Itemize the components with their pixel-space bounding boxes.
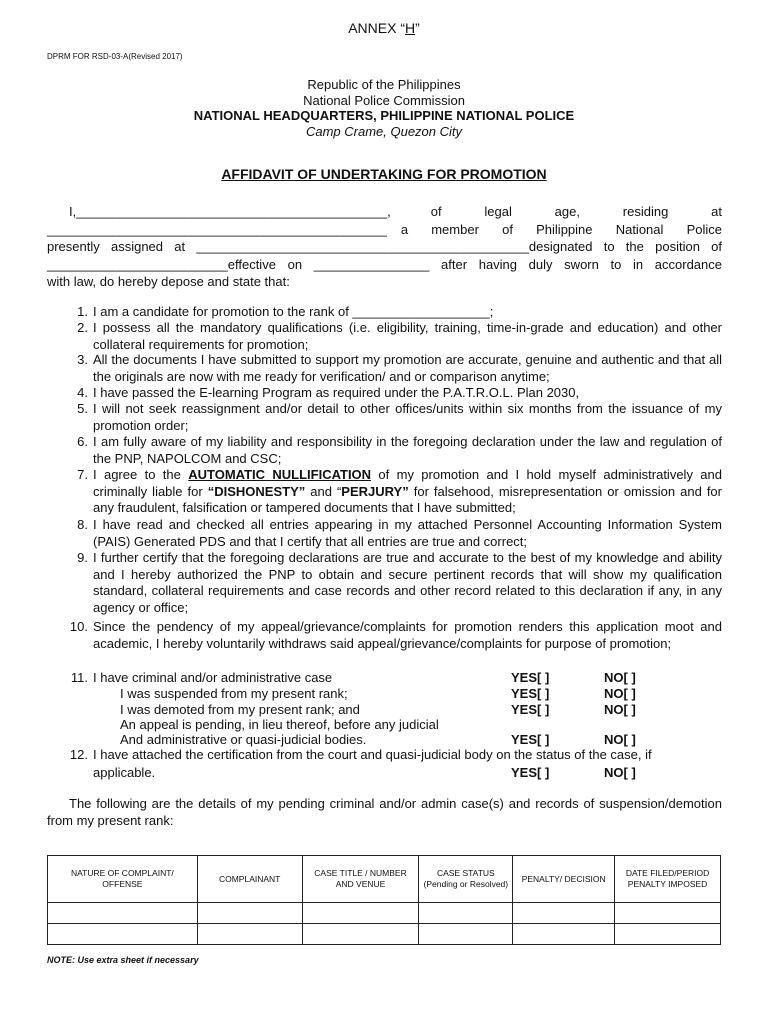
header-napolcom: National Police Commission <box>303 93 465 108</box>
col-nature-of-complaint: NATURE OF COMPLAINT/ OFFENSE <box>48 856 198 903</box>
item-1: I am a candidate for promotion to the rank of ___________________; <box>93 304 494 319</box>
residence-blank: _______________________________________________ <box>47 222 387 237</box>
table-cell[interactable] <box>513 924 615 945</box>
intro-line-1 <box>47 203 722 220</box>
dishonesty-text: “DISHONESTY” <box>207 483 306 499</box>
table-cell[interactable] <box>48 924 198 945</box>
item-12-cont: applicable. <box>93 765 156 780</box>
annex-letter: H <box>405 20 416 36</box>
intro-line-3: presently assigned at ______________________________________________designated to the position of <box>47 239 722 254</box>
name-blank: I,___________________________________________, <box>69 204 391 219</box>
item-6: I am fully aware of my liability and responsibility in the foregoing declaration under the law and regulation of the PNP, NAPOLCOM and CSC; <box>93 434 722 466</box>
table-header-row <box>48 856 721 903</box>
annex-suffix: ” <box>415 20 420 36</box>
form-number: DPRM FOR RSD-03-A(Revised 2017) <box>47 52 183 61</box>
item-number: 4. <box>77 385 88 400</box>
annex-heading <box>0 20 768 36</box>
item-11-appeal-cont: And administrative or quasi-judicial bodies. <box>120 732 367 747</box>
item-2: I possess all the mandatory qualifications (i.e. eligibility, training, time-in-grade and education) and other collateral requirements for promotion; <box>93 320 722 352</box>
intro-age-residence: of legal age, residing at <box>430 204 722 219</box>
item-number: 1. <box>77 304 88 319</box>
item-number: 9. <box>77 550 88 565</box>
item-8: I have read and checked all entries appearing in my attached Personnel Accounting Information System (PAIS) Generated PDS and that I certify that all entries are true and correct; <box>93 517 722 549</box>
table-cell[interactable] <box>302 924 419 945</box>
item-10: Since the pendency of my appeal/grievance/complaints for promotion renders this application moot and academic, I hereby voluntarily withdraws said appeal/grievance/complaints for purpose of promotion; <box>93 619 722 651</box>
table-row <box>48 903 721 924</box>
item-12: I have attached the certification from the court and quasi-judicial body on the status of the case, if <box>93 747 652 762</box>
item-number: 12. <box>69 747 88 762</box>
perjury-text: PERJURY” <box>341 483 409 499</box>
item-number: 2. <box>77 320 88 335</box>
col-case-status: CASE STATUS (Pending or Resolved) <box>419 856 513 903</box>
extra-sheet-note: NOTE: Use extra sheet if necessary <box>47 955 199 965</box>
table-cell[interactable] <box>615 924 721 945</box>
yes-checkbox[interactable]: YES[ ] <box>511 686 550 701</box>
intro-line-5: with law, do hereby depose and state that: <box>47 274 290 289</box>
intro-line-2 <box>47 221 722 238</box>
item-7-text: and “ <box>305 483 342 499</box>
yes-checkbox[interactable]: YES[ ] <box>511 765 550 780</box>
item-number: 6. <box>77 434 88 449</box>
item-7-text: for falsehood, misrepresentation or omission and for any fraudulent, falsification or tampered documents that I have submitted; <box>93 483 722 515</box>
yes-checkbox[interactable]: YES[ ] <box>511 670 550 685</box>
header-republic: Republic of the Philippines <box>307 77 461 92</box>
item-7-text: I agree to the <box>93 467 189 482</box>
col-penalty-decision: PENALTY/ DECISION <box>513 856 615 903</box>
item-7 <box>93 467 722 517</box>
no-checkbox[interactable]: NO[ ] <box>604 686 636 701</box>
item-4: I have passed the E-learning Program as required under the P.A.T.R.O.L. Plan 2030, <box>93 385 580 400</box>
col-complainant: COMPLAINANT <box>197 856 302 903</box>
table-cell[interactable] <box>513 903 615 924</box>
item-5: I will not seek reassignment and/or detail to other offices/units within six months from the issuance of my promotion order; <box>93 401 722 433</box>
item-number: 5. <box>77 401 88 416</box>
table-row <box>48 924 721 945</box>
table-cell[interactable] <box>615 903 721 924</box>
item-3: All the documents I have submitted to support my promotion are accurate, genuine and authentic and that all the originals are now with me ready for verification/ and or comparison anytime; <box>93 352 722 384</box>
annex-prefix: ANNEX “ <box>348 20 405 36</box>
table-cell[interactable] <box>48 903 198 924</box>
intro-member: a member of Philippine National Police <box>400 222 722 237</box>
item-number: 10. <box>69 619 88 634</box>
item-number: 7. <box>77 467 88 482</box>
table-cell[interactable] <box>197 924 302 945</box>
item-7-text: of my promotion and I hold myself administratively and criminally liable for <box>93 467 722 499</box>
table-cell[interactable] <box>419 903 513 924</box>
table-cell[interactable] <box>419 924 513 945</box>
item-number: 3. <box>77 352 88 367</box>
header-location: Camp Crame, Quezon City <box>305 124 463 139</box>
intro-line-4: _________________________effective on ________________ after having duly sworn to in accordance <box>47 257 722 272</box>
document-title: AFFIDAVIT OF UNDERTAKING FOR PROMOTION <box>221 166 547 182</box>
item-number: 8. <box>77 517 88 532</box>
item-9: I further certify that the foregoing declarations are true and accurate to the best of my knowledge and ability and I hereby authorized the PNP to obtain and secure pertinent records that will show my qualification standard, collateral requirements and case records and other record related to this declaration if any, in any agency or office; <box>93 550 722 615</box>
col-case-title: CASE TITLE / NUMBER AND VENUE <box>302 856 419 903</box>
following-details-paragraph: The following are the details of my pending criminal and/or admin case(s) and records of suspension/demotion from my present rank: <box>47 796 722 828</box>
item-number: 11. <box>70 670 88 685</box>
table-cell[interactable] <box>197 903 302 924</box>
yes-checkbox[interactable]: YES[ ] <box>511 732 550 747</box>
no-checkbox[interactable]: NO[ ] <box>604 670 636 685</box>
col-date-filed: DATE FILED/PERIOD PENALTY IMPOSED <box>615 856 721 903</box>
item-11-suspended: I was suspended from my present rank; <box>120 686 348 701</box>
item-11: I have criminal and/or administrative case <box>93 670 333 685</box>
item-11-demoted: I was demoted from my present rank; and <box>120 702 360 717</box>
no-checkbox[interactable]: NO[ ] <box>604 702 636 717</box>
case-details-table <box>47 855 721 945</box>
no-checkbox[interactable]: NO[ ] <box>604 732 636 747</box>
no-checkbox[interactable]: NO[ ] <box>604 765 636 780</box>
item-11-appeal: An appeal is pending, in lieu thereof, before any judicial <box>120 717 439 732</box>
table-cell[interactable] <box>302 903 419 924</box>
header-pnp-nhq: NATIONAL HEADQUARTERS, PHILIPPINE NATIONAL POLICE <box>193 108 575 123</box>
automatic-nullification-text: AUTOMATIC NULLIFICATION <box>188 467 372 482</box>
yes-checkbox[interactable]: YES[ ] <box>511 702 550 717</box>
